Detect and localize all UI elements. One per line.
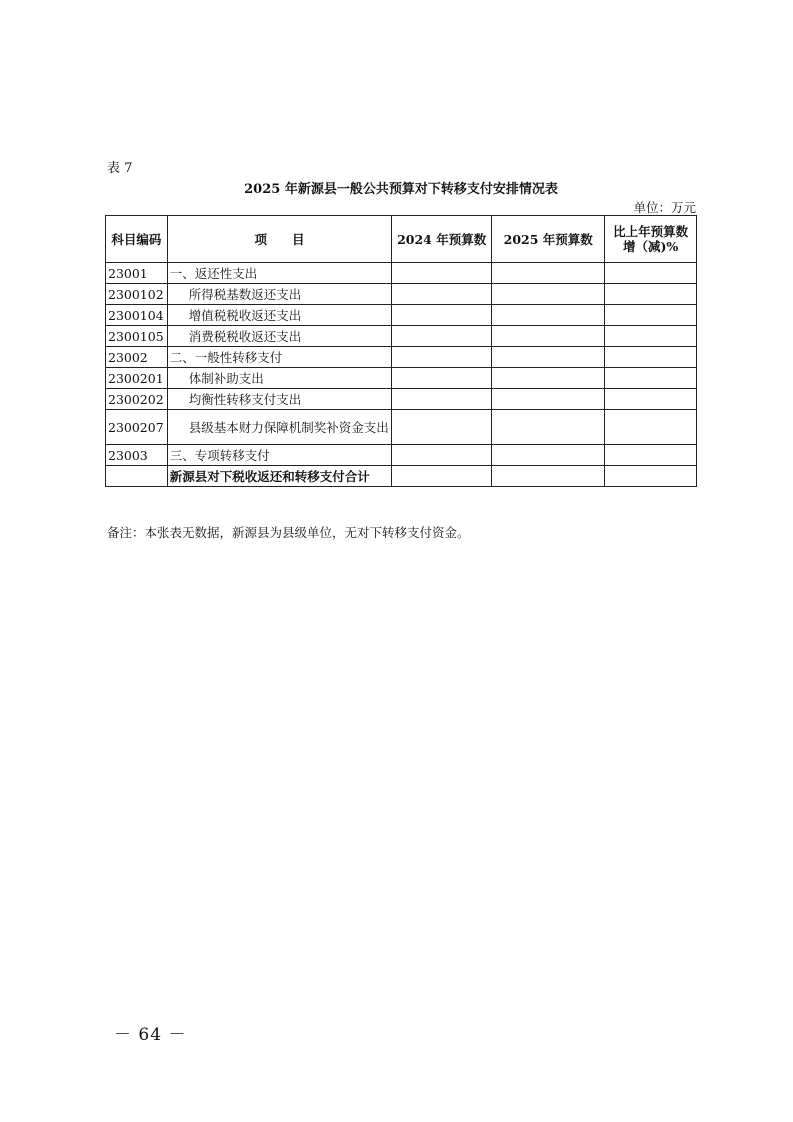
row-code: 2300102	[106, 284, 168, 305]
row-code: 23002	[106, 347, 168, 368]
table-row	[106, 368, 697, 389]
row-budget-2024	[392, 389, 492, 410]
row-code: 2300202	[106, 389, 168, 410]
row-item: 体制补助支出	[167, 368, 391, 389]
header-budget-2025: 2025 年预算数	[492, 216, 605, 263]
row-code: 2300105	[106, 326, 168, 347]
row-code: 2300201	[106, 368, 168, 389]
header-change-ratio-line2: 增（减)%	[623, 239, 679, 254]
page-number: － 64 －	[114, 1025, 187, 1045]
row-change-ratio	[605, 284, 697, 305]
header-code: 科目编码	[106, 216, 168, 263]
row-change-ratio	[605, 368, 697, 389]
row-item: 二、一般性转移支付	[167, 347, 391, 368]
row-item: 县级基本财力保障机制奖补资金支出	[167, 410, 391, 445]
table-row	[106, 284, 697, 305]
table-title: 2025 年新源县一般公共预算对下转移支付安排情况表	[244, 182, 558, 197]
header-item: 项 目	[167, 216, 391, 263]
total-code	[106, 466, 168, 487]
row-change-ratio	[605, 389, 697, 410]
row-item: 一、返还性支出	[167, 263, 391, 284]
total-label: 新源县对下税收返还和转移支付合计	[167, 466, 391, 487]
row-budget-2025	[492, 347, 605, 368]
header-change-ratio-line1: 比上年预算数	[613, 224, 689, 239]
row-change-ratio	[605, 305, 697, 326]
header-budget-2024: 2024 年预算数	[392, 216, 492, 263]
table-row	[106, 263, 697, 284]
row-budget-2024	[392, 368, 492, 389]
table-row	[106, 305, 697, 326]
row-code: 2300104	[106, 305, 168, 326]
row-change-ratio	[605, 445, 697, 466]
row-budget-2024	[392, 305, 492, 326]
row-budget-2024	[392, 445, 492, 466]
row-budget-2024	[392, 263, 492, 284]
row-item: 增值税税收返还支出	[167, 305, 391, 326]
row-item: 所得税基数返还支出	[167, 284, 391, 305]
row-budget-2024	[392, 326, 492, 347]
row-budget-2024	[392, 347, 492, 368]
table-number: 表 7	[107, 161, 133, 176]
row-item: 三、专项转移支付	[167, 445, 391, 466]
total-budget-2025	[492, 466, 605, 487]
row-item: 消费税税收返还支出	[167, 326, 391, 347]
row-code: 23003	[106, 445, 168, 466]
transfer-payment-table	[105, 215, 697, 487]
table-row	[106, 389, 697, 410]
header-change-ratio	[605, 216, 697, 263]
row-budget-2025	[492, 305, 605, 326]
row-item: 均衡性转移支付支出	[167, 389, 391, 410]
row-budget-2024	[392, 284, 492, 305]
row-code: 2300207	[106, 410, 168, 445]
total-row	[106, 466, 697, 487]
row-change-ratio	[605, 326, 697, 347]
table-header-row	[106, 216, 697, 263]
row-budget-2025	[492, 263, 605, 284]
row-change-ratio	[605, 347, 697, 368]
row-budget-2025	[492, 389, 605, 410]
table-row	[106, 445, 697, 466]
row-budget-2025	[492, 284, 605, 305]
row-change-ratio	[605, 410, 697, 445]
row-budget-2025	[492, 410, 605, 445]
table-row	[106, 410, 697, 445]
table-row	[106, 326, 697, 347]
row-budget-2025	[492, 368, 605, 389]
total-budget-2024	[392, 466, 492, 487]
row-budget-2025	[492, 326, 605, 347]
total-change-ratio	[605, 466, 697, 487]
row-budget-2024	[392, 410, 492, 445]
unit-label: 单位：万元	[633, 200, 696, 215]
table-remark: 备注：本张表无数据，新源县为县级单位，无对下转移支付资金。	[107, 525, 470, 540]
row-code: 23001	[106, 263, 168, 284]
table-row	[106, 347, 697, 368]
row-change-ratio	[605, 263, 697, 284]
row-budget-2025	[492, 445, 605, 466]
